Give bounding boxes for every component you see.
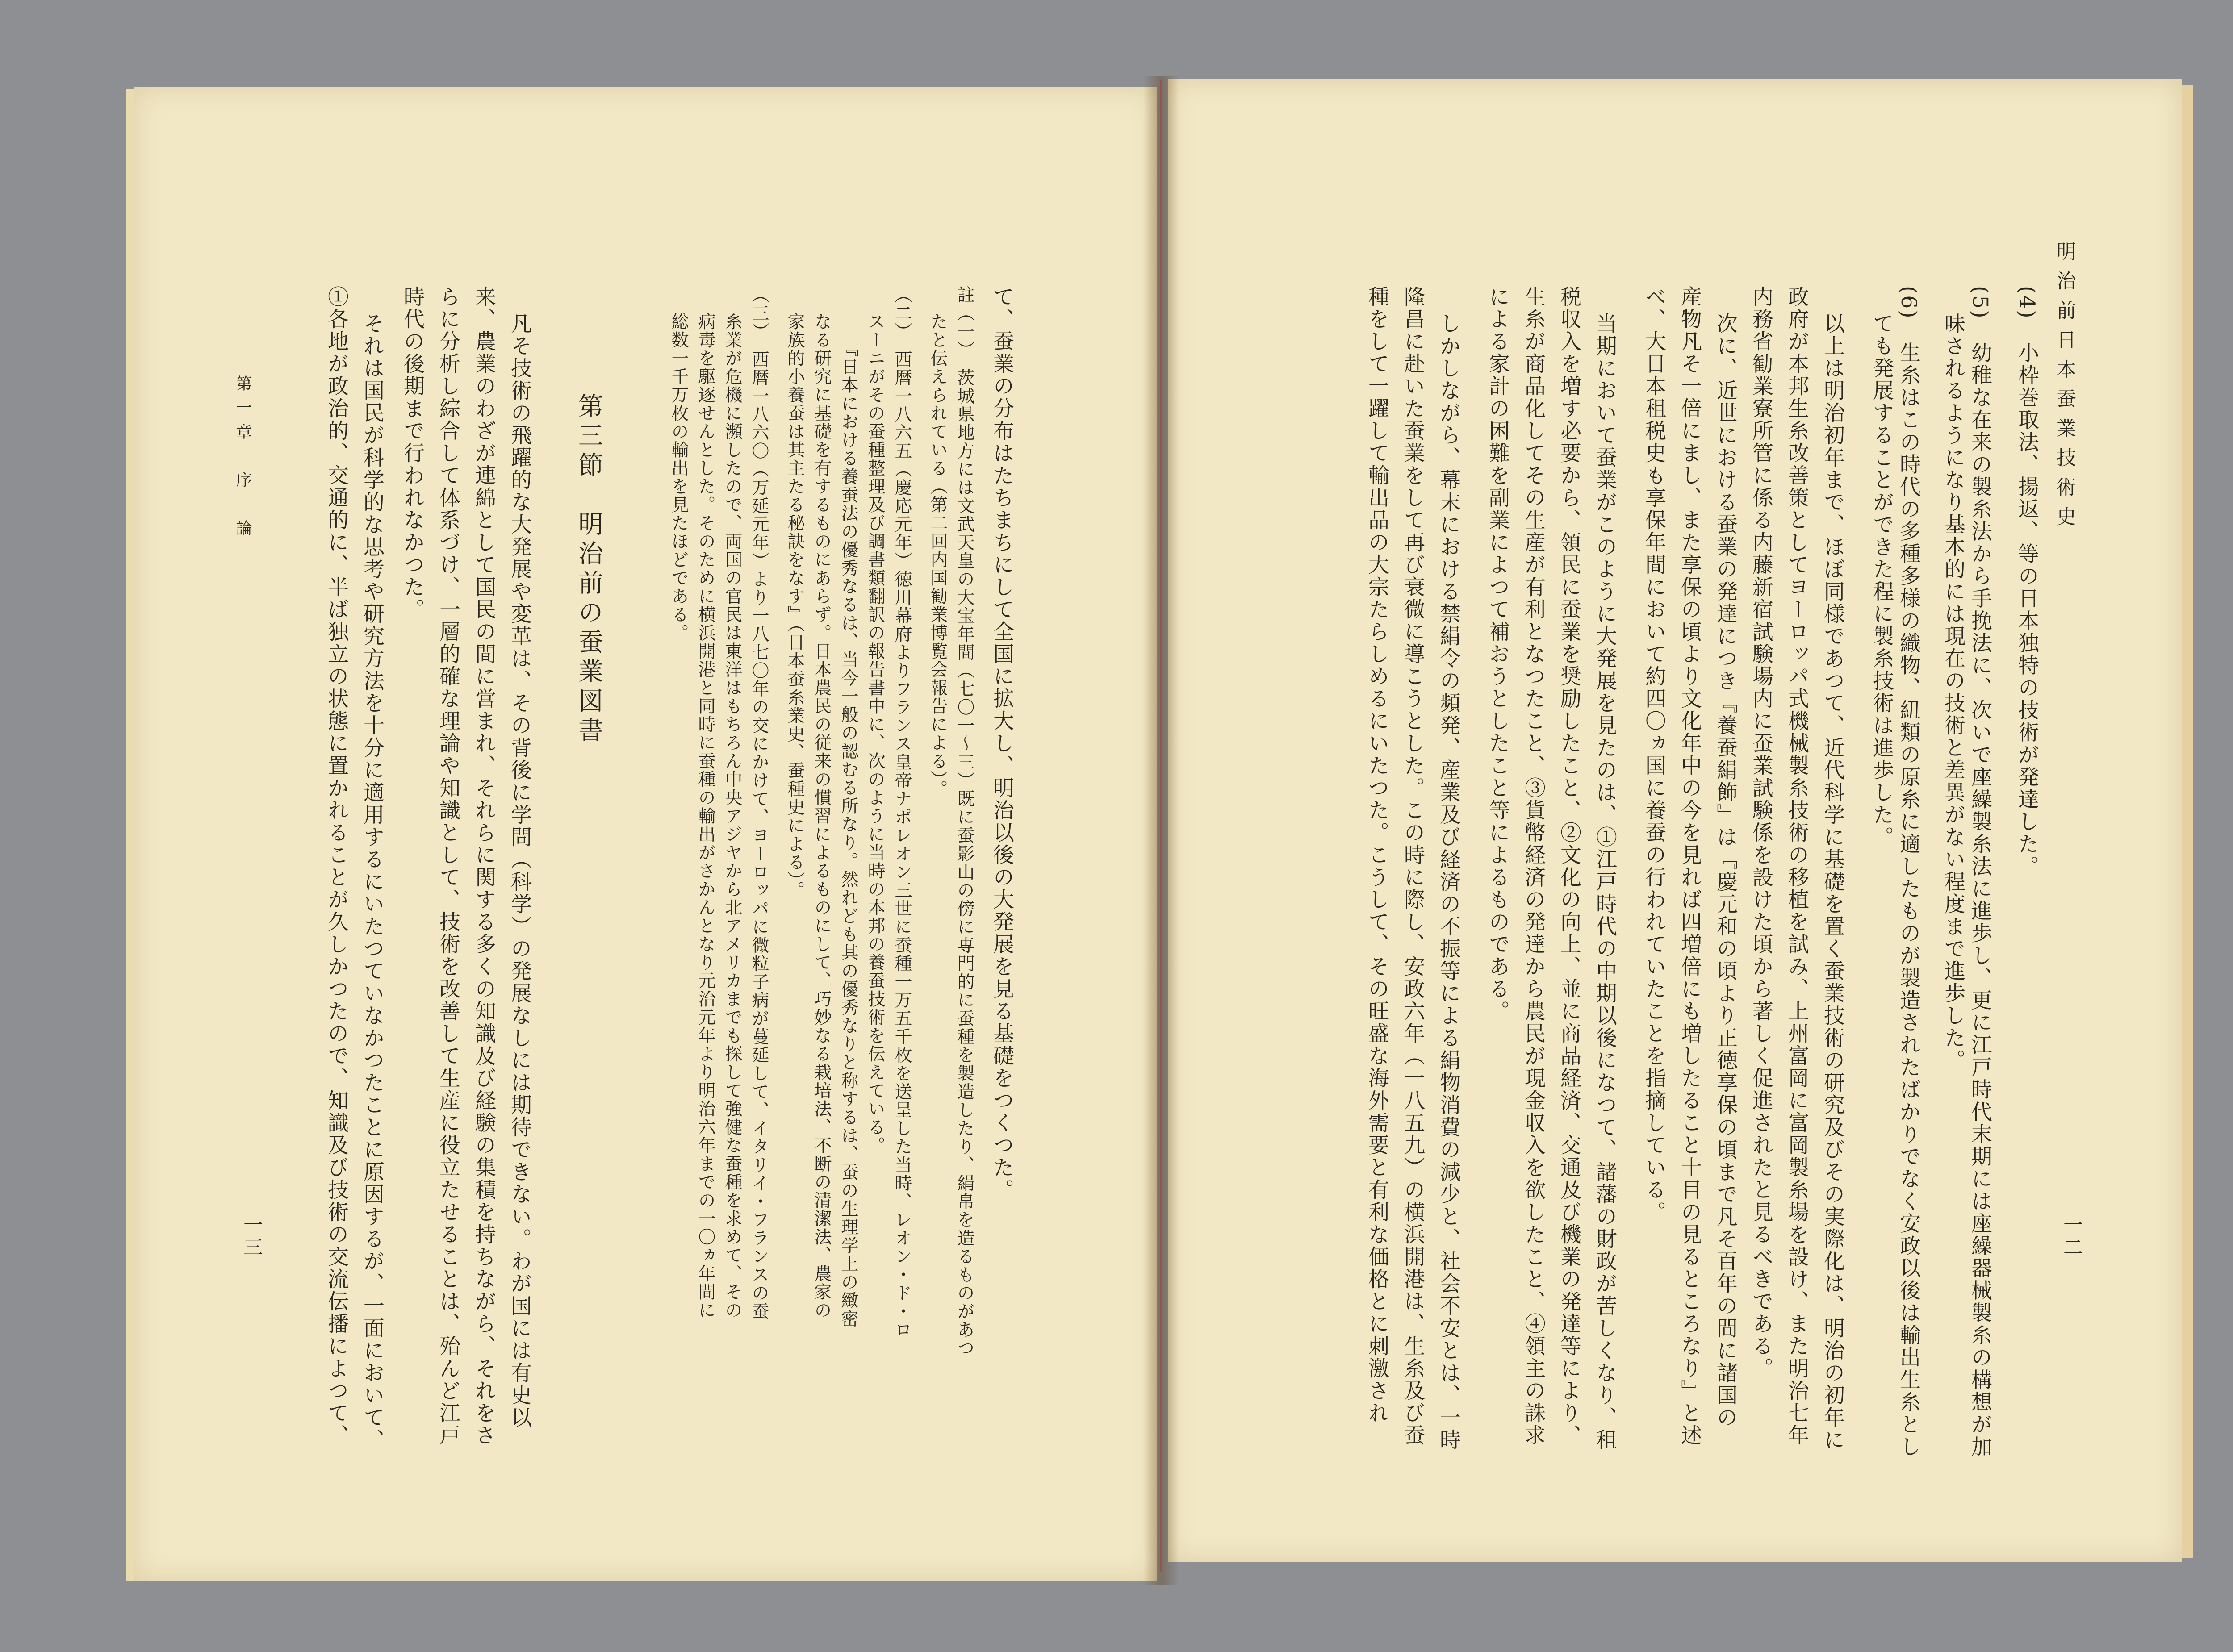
- right-text-column: 隆昌に赴いた蚕業をして再び衰微に導こうとした。この時に際し、安政六年（一八五九）の横浜開港は、生糸及び蚕: [1401, 286, 1425, 1447]
- right-text-column: 味されるようになり基本的には現在の技術と差異がない程度まで進歩した。: [1941, 313, 1965, 1072]
- footnote-column: なる研究に基礎を有するものにあらず。日本農民の従来の慣習によるものにして、巧妙なる栽培法、不断の清潔法、農家の: [811, 313, 832, 1319]
- right-text-column: 産物凡そ一倍にまし、また享保の頃より文化年中の今を見れば四増倍にも増したること十目の見るところなり』と述: [1677, 286, 1702, 1447]
- footnote-column: 家族的小養蚕は其主たる秘訣をなす』（日本蚕糸業史、蚕種史による）。: [785, 313, 805, 899]
- left-text-column: ①各地が政治的、交通的に、半ば独立の状態に置かれることが久しかつたので、知識及び技術の交流伝播によつて、: [324, 286, 349, 1447]
- right-text-column: 内務省勧業寮所管に係る内藤新宿試験場内に蚕業試験係を設けた頃から著しく促進されたと見るべきである。: [1749, 286, 1773, 1380]
- binding-thread: [1160, 80, 1162, 1572]
- footnote-column: （二） 西暦一八六五（慶応元年）徳川幕府よりフランス皇帝ナポレオン三世に蚕種一万五千枚を送呈した当時、レオン・ド・ロ: [892, 286, 912, 1339]
- right-text-column: 種をして一躍して輸出品の大宗たらしめるにいたつた。こうして、その旺盛な海外需要と有利な価格とに刺激され: [1365, 286, 1389, 1424]
- footnote-column: 糸業が危機に瀕したので、両国の官民は東洋はもちろん中央アジヤから北アメリカまでも探して強健な蚕種を求めて、その: [722, 313, 742, 1319]
- footnote-column: たと伝えられている（第二回内国勧業博覧会報告による）。: [928, 313, 948, 798]
- right-text-column: しかしながら、幕末における禁絹令の頻発、産業及び経済の不振等による絹物消費の減少と、社会不安とは、一時: [1436, 313, 1461, 1451]
- section-title: 第三節 明治前の蚕業図書: [574, 393, 603, 747]
- right-text-column: 当期において蚕業がこのように大発展を見たのは、①江戸時代の中期以後になつて、諸藩の財政が苦しくなり、租: [1593, 313, 1617, 1451]
- footnote-column: 総数一千万枚の輸出を見たほどである。: [669, 313, 689, 642]
- right-text-column: (4) 小枠巻取法、揚返、等の日本独特の技術が発達した。: [2015, 286, 2039, 878]
- running-head: 明治前日本蚕業技術史: [2053, 241, 2076, 536]
- left-text-column: て、蚕業の分布はたちまちにして全国に拡大し、明治以後の大発展を見る基礎をつくつた。: [990, 286, 1014, 1201]
- left-text-column: 凡そ技術の飛躍的な大発展や変革は、その背後に学問（科学）の発展なしには期待できない。わが国には有史以: [507, 313, 532, 1429]
- page-number-right: 一二: [2060, 1214, 2082, 1259]
- footnote-column: 『日本における養蚕法の優秀なるは、当今一般の認むる所なり。然れども其の優秀なりと称するは、蚕の生理学上の緻密: [838, 339, 858, 1328]
- right-text-column: 次に、近世における蚕業の発達につき『養蚕絹飾』は『慶元和の頃より正徳享保の頃まで凡そ百年の間に諸国の: [1713, 313, 1738, 1429]
- right-text-column: 税収入を増す必要から、領民に蚕業を奨励したこと、②文化の向上、並に商品経済、交通及び機業の発達等により、: [1557, 286, 1581, 1447]
- page-number-left: 一三: [240, 1214, 263, 1259]
- left-text-column: 来、農業のわざが連綿として国民の間に営まれ、それらに関する多くの知識及び経験の集積を持ちながら、それをさ: [472, 286, 496, 1447]
- right-text-column: (5) 幼稚な在来の製糸法から手挽法に、次いで座繰製糸法に進歩し、更に江戸時代末期には座繰器械製糸の構想が加: [1968, 286, 1992, 1458]
- right-text-column: べ、大日本租税史も享保年間において約四〇ヵ国に養蚕の行われていたことを指摘している。: [1642, 286, 1666, 1223]
- right-text-column: ても発展することができた程に製糸技術は進歩した。: [1869, 313, 1894, 848]
- right-text-column: 生糸が商品化してその生産が有利となつたこと、③貨幣経済の発達から農民が現金収入を欲したこと、④領主の誅求: [1521, 286, 1546, 1447]
- footnote-column: スーニがその蚕種整理及び調書類翻訳の報告書中に、次のように当時の本邦の養蚕技術を伝えている。: [865, 313, 885, 1155]
- right-text-column: 政府が本邦生糸改善策としてヨーロッパ式機械製糸技術の移植を試み、上州富岡に富岡製糸場を設け、また明治七年: [1785, 286, 1809, 1447]
- right-text-column: 以上は明治初年まで、ほぼ同様であつて、近代科学に基礎を置く蚕業技術の研究及びその実際化は、明治の初年に: [1820, 313, 1845, 1451]
- chapter-footer: 第一章 序 論: [234, 375, 252, 544]
- right-text-column: (6) 生糸はこの時代の多種多様の織物、紐類の原糸に適したものが製造されたばかりでなく安政以後は輸出生糸とし: [1896, 286, 1921, 1458]
- footnote-column: （三） 西暦一八六〇（万延元年）より一八七〇年の交にかけて、ヨーロッパに微粒子病が蔓延して、イタリイ・フランスの蚕: [749, 286, 769, 1321]
- footnote-column: 病毒を駆逐せんとした。そのために横浜開港と同時に蚕種の輸出がさかんとなり元治元年より明治六年までの一〇ヵ年間に: [695, 313, 715, 1319]
- left-text-column: それは国民が科学的な思考や研究方法を十分に適用するにいたつていなかつたことに原因するが、一面において、: [360, 313, 385, 1451]
- left-text-column: 時代の後期まで行われなかつた。: [400, 286, 425, 621]
- right-text-column: による家計の困難を副業によつて補おうとしたこと等によるものである。: [1485, 286, 1510, 1022]
- footnote-column: 註（一） 茨城県地方には文武天皇の大宝年間（七〇一〜三）既に蚕影山の傍に専門的に蚕種を製造したり、絹帛を造るものがあつ: [954, 286, 974, 1357]
- left-text-column: らに分析し綜合して体系づけ、一層的確な理論や知識として、技術を改善して生産に役立たせることは、殆んど江戸: [436, 286, 460, 1447]
